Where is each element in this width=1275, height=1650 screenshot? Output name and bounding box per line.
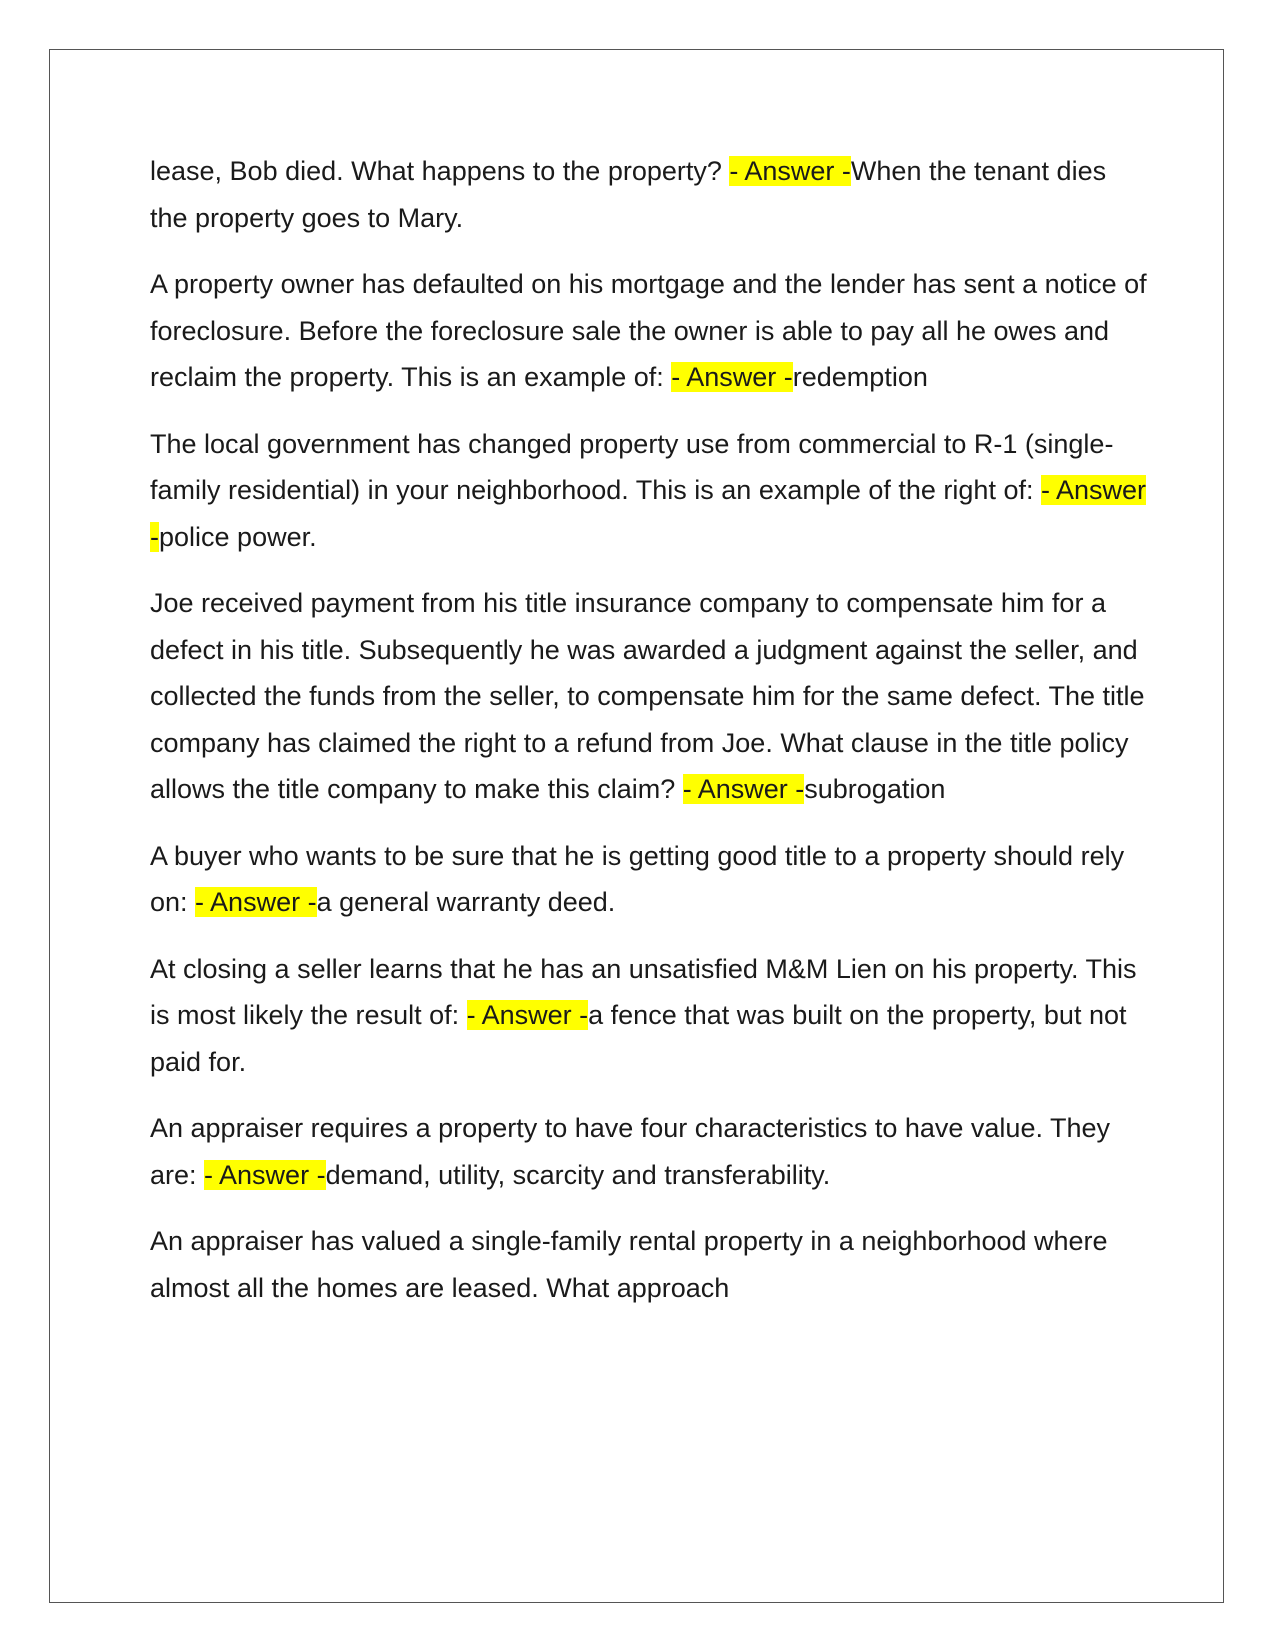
qa-item [150, 1105, 1150, 1198]
qa-item [150, 421, 1150, 561]
answer-marker: - Answer - [729, 156, 851, 186]
question-text: lease, Bob died. What happens to the property? [150, 156, 730, 186]
answer-marker: - Answer - [682, 774, 805, 804]
answer-marker: - Answer - [671, 362, 793, 392]
answer-text: subrogation [804, 774, 946, 804]
qa-item [150, 261, 1150, 401]
question-text: An appraiser requires a property to have four characteristics to have value. They are: [150, 1113, 1111, 1190]
answer-text: When the tenant dies the property goes to Mary. [150, 156, 1107, 233]
document-body [150, 148, 1150, 1331]
question-text: The local government has changed property use from commercial to R-1 (single-family residential) in your neighborhood. This is an example of the right of: [150, 428, 1114, 505]
question-text: A property owner has defaulted on his mortgage and the lender has sent a notice of foreclosure. Before the foreclosure sale the owner is able to pay all he owes and reclaim the property. This is an example of: [150, 269, 1147, 392]
question-text: An appraiser has valued a single-family rental property in a neighborhood where almost all the homes are leased. What approach [150, 1226, 1108, 1303]
answer-marker: - Answer - [466, 1000, 589, 1030]
question-text: A buyer who wants to be sure that he is getting good title to a property should rely on: [150, 840, 1125, 917]
answer-text: a fence that was built on the property, but not paid for. [150, 1000, 1127, 1077]
qa-item [150, 946, 1150, 1086]
qa-item [150, 833, 1150, 926]
answer-marker: - Answer - [150, 475, 1147, 552]
question-text: At closing a seller learns that he has an unsatisfied M&M Lien on his property. This is most likely the result of: [150, 953, 1137, 1030]
answer-marker: - Answer - [204, 1159, 326, 1190]
qa-item [150, 148, 1150, 241]
answer-text: demand, utility, scarcity and transferability. [325, 1159, 831, 1190]
answer-text: police power. [159, 521, 317, 552]
qa-item [150, 580, 1150, 813]
trailing-question [150, 1218, 1150, 1311]
answer-marker: - Answer - [195, 887, 317, 917]
document-page [49, 49, 1224, 1603]
answer-text: redemption [792, 362, 928, 392]
answer-text: a general warranty deed. [316, 887, 616, 917]
question-text: Joe received payment from his title insurance company to compensate him for a defect in his title. Subsequently he was awarded a judgment against the seller, and collected the funds from the seller, to compensate him for the same defect. The title company has claimed the right to a refund from Joe. What clause in the title policy allows the title company to make this claim? [150, 588, 1145, 804]
